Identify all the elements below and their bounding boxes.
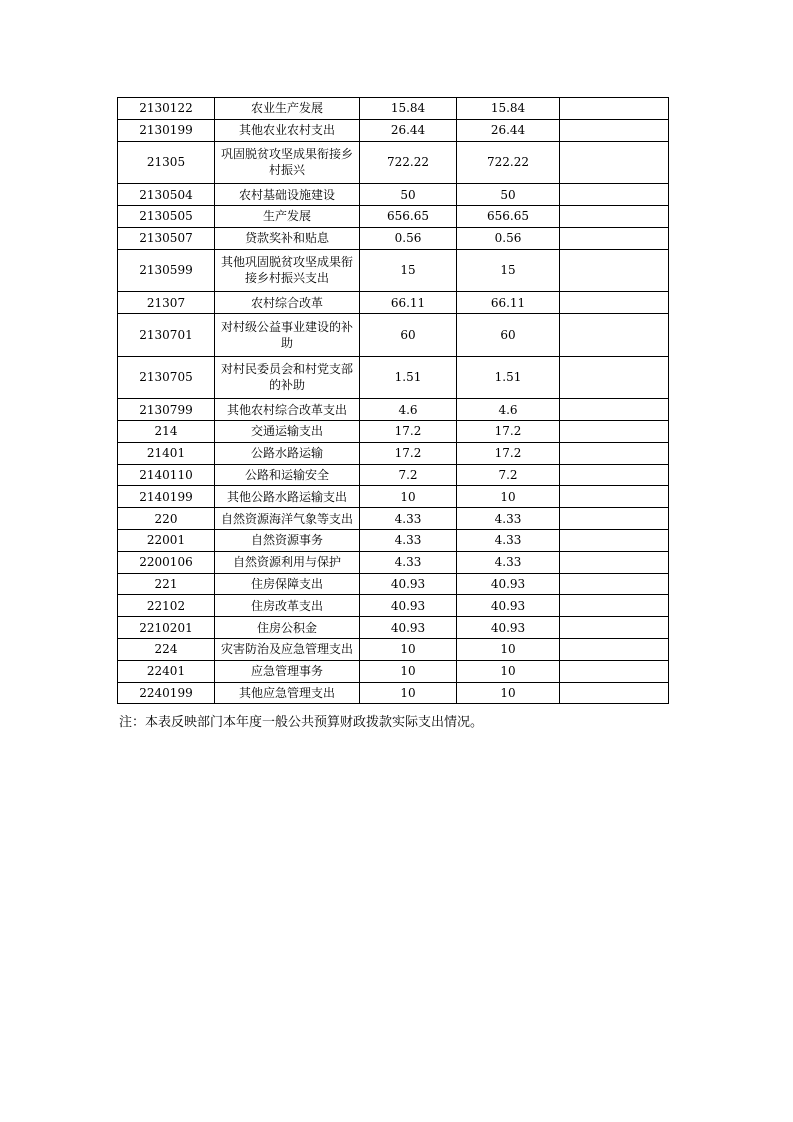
amount-cell: 10	[360, 660, 457, 682]
amount-cell: 40.93	[457, 573, 560, 595]
amount-cell: 15.84	[360, 98, 457, 120]
amount-cell	[560, 617, 669, 639]
subject-name-cell: 住房改革支出	[215, 595, 360, 617]
subject-name-cell: 自然资源事务	[215, 529, 360, 551]
amount-cell	[560, 184, 669, 206]
amount-cell: 15.84	[457, 98, 560, 120]
amount-cell	[560, 638, 669, 660]
amount-cell	[560, 573, 669, 595]
amount-cell: 4.33	[360, 508, 457, 530]
table-row	[118, 529, 669, 551]
amount-cell: 722.22	[360, 141, 457, 184]
amount-cell: 4.6	[360, 399, 457, 421]
subject-name-cell: 其他农业农村支出	[215, 119, 360, 141]
amount-cell	[560, 98, 669, 120]
table-row	[118, 249, 669, 292]
subject-code-cell: 22001	[118, 529, 215, 551]
amount-cell	[560, 399, 669, 421]
subject-code-cell: 2240199	[118, 682, 215, 704]
amount-cell	[560, 313, 669, 356]
table-row	[118, 464, 669, 486]
table-row	[118, 595, 669, 617]
subject-name-cell: 应急管理事务	[215, 660, 360, 682]
subject-name-cell: 对村级公益事业建设的补助	[215, 313, 360, 356]
amount-cell: 722.22	[457, 141, 560, 184]
subject-code-cell: 220	[118, 508, 215, 530]
subject-name-cell: 农村基础设施建设	[215, 184, 360, 206]
subject-code-cell: 21307	[118, 292, 215, 314]
amount-cell: 17.2	[457, 442, 560, 464]
amount-cell: 10	[360, 682, 457, 704]
table-row	[118, 205, 669, 227]
amount-cell: 40.93	[360, 595, 457, 617]
amount-cell: 15	[360, 249, 457, 292]
amount-cell	[560, 141, 669, 184]
subject-code-cell: 2130599	[118, 249, 215, 292]
table-footnote: 注：本表反映部门本年度一般公共预算财政拨款实际支出情况。	[119, 715, 484, 730]
table-row	[118, 420, 669, 442]
amount-cell: 60	[360, 313, 457, 356]
subject-code-cell: 2130799	[118, 399, 215, 421]
amount-cell: 1.51	[457, 356, 560, 399]
amount-cell	[560, 682, 669, 704]
table-row	[118, 292, 669, 314]
subject-name-cell: 自然资源利用与保护	[215, 551, 360, 573]
amount-cell: 60	[457, 313, 560, 356]
amount-cell: 17.2	[360, 442, 457, 464]
amount-cell: 10	[457, 660, 560, 682]
amount-cell: 26.44	[457, 119, 560, 141]
table-row	[118, 313, 669, 356]
subject-code-cell: 2130507	[118, 227, 215, 249]
amount-cell: 4.33	[457, 508, 560, 530]
subject-code-cell: 22401	[118, 660, 215, 682]
subject-name-cell: 公路和运输安全	[215, 464, 360, 486]
amount-cell	[560, 551, 669, 573]
amount-cell	[560, 486, 669, 508]
subject-name-cell: 农业生产发展	[215, 98, 360, 120]
subject-name-cell: 贷款奖补和贴息	[215, 227, 360, 249]
expenditure-table	[117, 97, 669, 704]
subject-code-cell: 2130505	[118, 205, 215, 227]
table-row	[118, 227, 669, 249]
amount-cell: 4.33	[457, 551, 560, 573]
amount-cell	[560, 249, 669, 292]
amount-cell	[560, 660, 669, 682]
amount-cell: 10	[457, 682, 560, 704]
amount-cell: 10	[457, 486, 560, 508]
subject-name-cell: 住房公积金	[215, 617, 360, 639]
subject-name-cell: 其他农村综合改革支出	[215, 399, 360, 421]
subject-name-cell: 对村民委员会和村党支部的补助	[215, 356, 360, 399]
amount-cell: 17.2	[457, 420, 560, 442]
subject-name-cell: 灾害防治及应急管理支出	[215, 638, 360, 660]
amount-cell: 66.11	[360, 292, 457, 314]
subject-name-cell: 其他巩固脱贫攻坚成果衔接乡村振兴支出	[215, 249, 360, 292]
amount-cell: 656.65	[457, 205, 560, 227]
table-row	[118, 551, 669, 573]
expenditure-table-body	[118, 98, 669, 704]
amount-cell	[560, 595, 669, 617]
amount-cell: 0.56	[360, 227, 457, 249]
subject-name-cell: 巩固脱贫攻坚成果衔接乡村振兴	[215, 141, 360, 184]
amount-cell	[560, 356, 669, 399]
table-row	[118, 356, 669, 399]
amount-cell: 50	[360, 184, 457, 206]
subject-code-cell: 21305	[118, 141, 215, 184]
subject-code-cell: 221	[118, 573, 215, 595]
table-row	[118, 638, 669, 660]
subject-code-cell: 21401	[118, 442, 215, 464]
subject-code-cell: 224	[118, 638, 215, 660]
subject-name-cell: 其他应急管理支出	[215, 682, 360, 704]
table-row	[118, 486, 669, 508]
table-row	[118, 399, 669, 421]
subject-name-cell: 住房保障支出	[215, 573, 360, 595]
table-row	[118, 682, 669, 704]
table-row	[118, 184, 669, 206]
amount-cell: 40.93	[360, 617, 457, 639]
amount-cell	[560, 420, 669, 442]
amount-cell: 10	[457, 638, 560, 660]
subject-name-cell: 生产发展	[215, 205, 360, 227]
subject-code-cell: 2200106	[118, 551, 215, 573]
amount-cell	[560, 205, 669, 227]
amount-cell: 656.65	[360, 205, 457, 227]
amount-cell: 15	[457, 249, 560, 292]
amount-cell	[560, 442, 669, 464]
subject-name-cell: 农村综合改革	[215, 292, 360, 314]
table-row	[118, 442, 669, 464]
amount-cell: 40.93	[360, 573, 457, 595]
amount-cell: 7.2	[457, 464, 560, 486]
subject-code-cell: 2140110	[118, 464, 215, 486]
subject-code-cell: 22102	[118, 595, 215, 617]
amount-cell: 26.44	[360, 119, 457, 141]
amount-cell	[560, 227, 669, 249]
amount-cell	[560, 464, 669, 486]
amount-cell	[560, 292, 669, 314]
subject-code-cell: 2140199	[118, 486, 215, 508]
subject-code-cell: 2130705	[118, 356, 215, 399]
amount-cell: 50	[457, 184, 560, 206]
subject-name-cell: 其他公路水路运输支出	[215, 486, 360, 508]
subject-name-cell: 交通运输支出	[215, 420, 360, 442]
subject-code-cell: 2130504	[118, 184, 215, 206]
amount-cell: 1.51	[360, 356, 457, 399]
subject-code-cell: 2130122	[118, 98, 215, 120]
amount-cell: 40.93	[457, 617, 560, 639]
table-row	[118, 141, 669, 184]
amount-cell: 10	[360, 638, 457, 660]
subject-name-cell: 自然资源海洋气象等支出	[215, 508, 360, 530]
subject-code-cell: 2210201	[118, 617, 215, 639]
amount-cell: 17.2	[360, 420, 457, 442]
amount-cell: 4.33	[360, 551, 457, 573]
amount-cell: 10	[360, 486, 457, 508]
amount-cell: 7.2	[360, 464, 457, 486]
table-row	[118, 119, 669, 141]
amount-cell: 66.11	[457, 292, 560, 314]
amount-cell	[560, 529, 669, 551]
table-row	[118, 617, 669, 639]
table-row	[118, 660, 669, 682]
amount-cell: 0.56	[457, 227, 560, 249]
amount-cell: 40.93	[457, 595, 560, 617]
table-row	[118, 98, 669, 120]
subject-name-cell: 公路水路运输	[215, 442, 360, 464]
subject-code-cell: 2130701	[118, 313, 215, 356]
amount-cell	[560, 508, 669, 530]
subject-code-cell: 2130199	[118, 119, 215, 141]
table-row	[118, 508, 669, 530]
table-row	[118, 573, 669, 595]
amount-cell	[560, 119, 669, 141]
amount-cell: 4.6	[457, 399, 560, 421]
subject-code-cell: 214	[118, 420, 215, 442]
amount-cell: 4.33	[457, 529, 560, 551]
amount-cell: 4.33	[360, 529, 457, 551]
